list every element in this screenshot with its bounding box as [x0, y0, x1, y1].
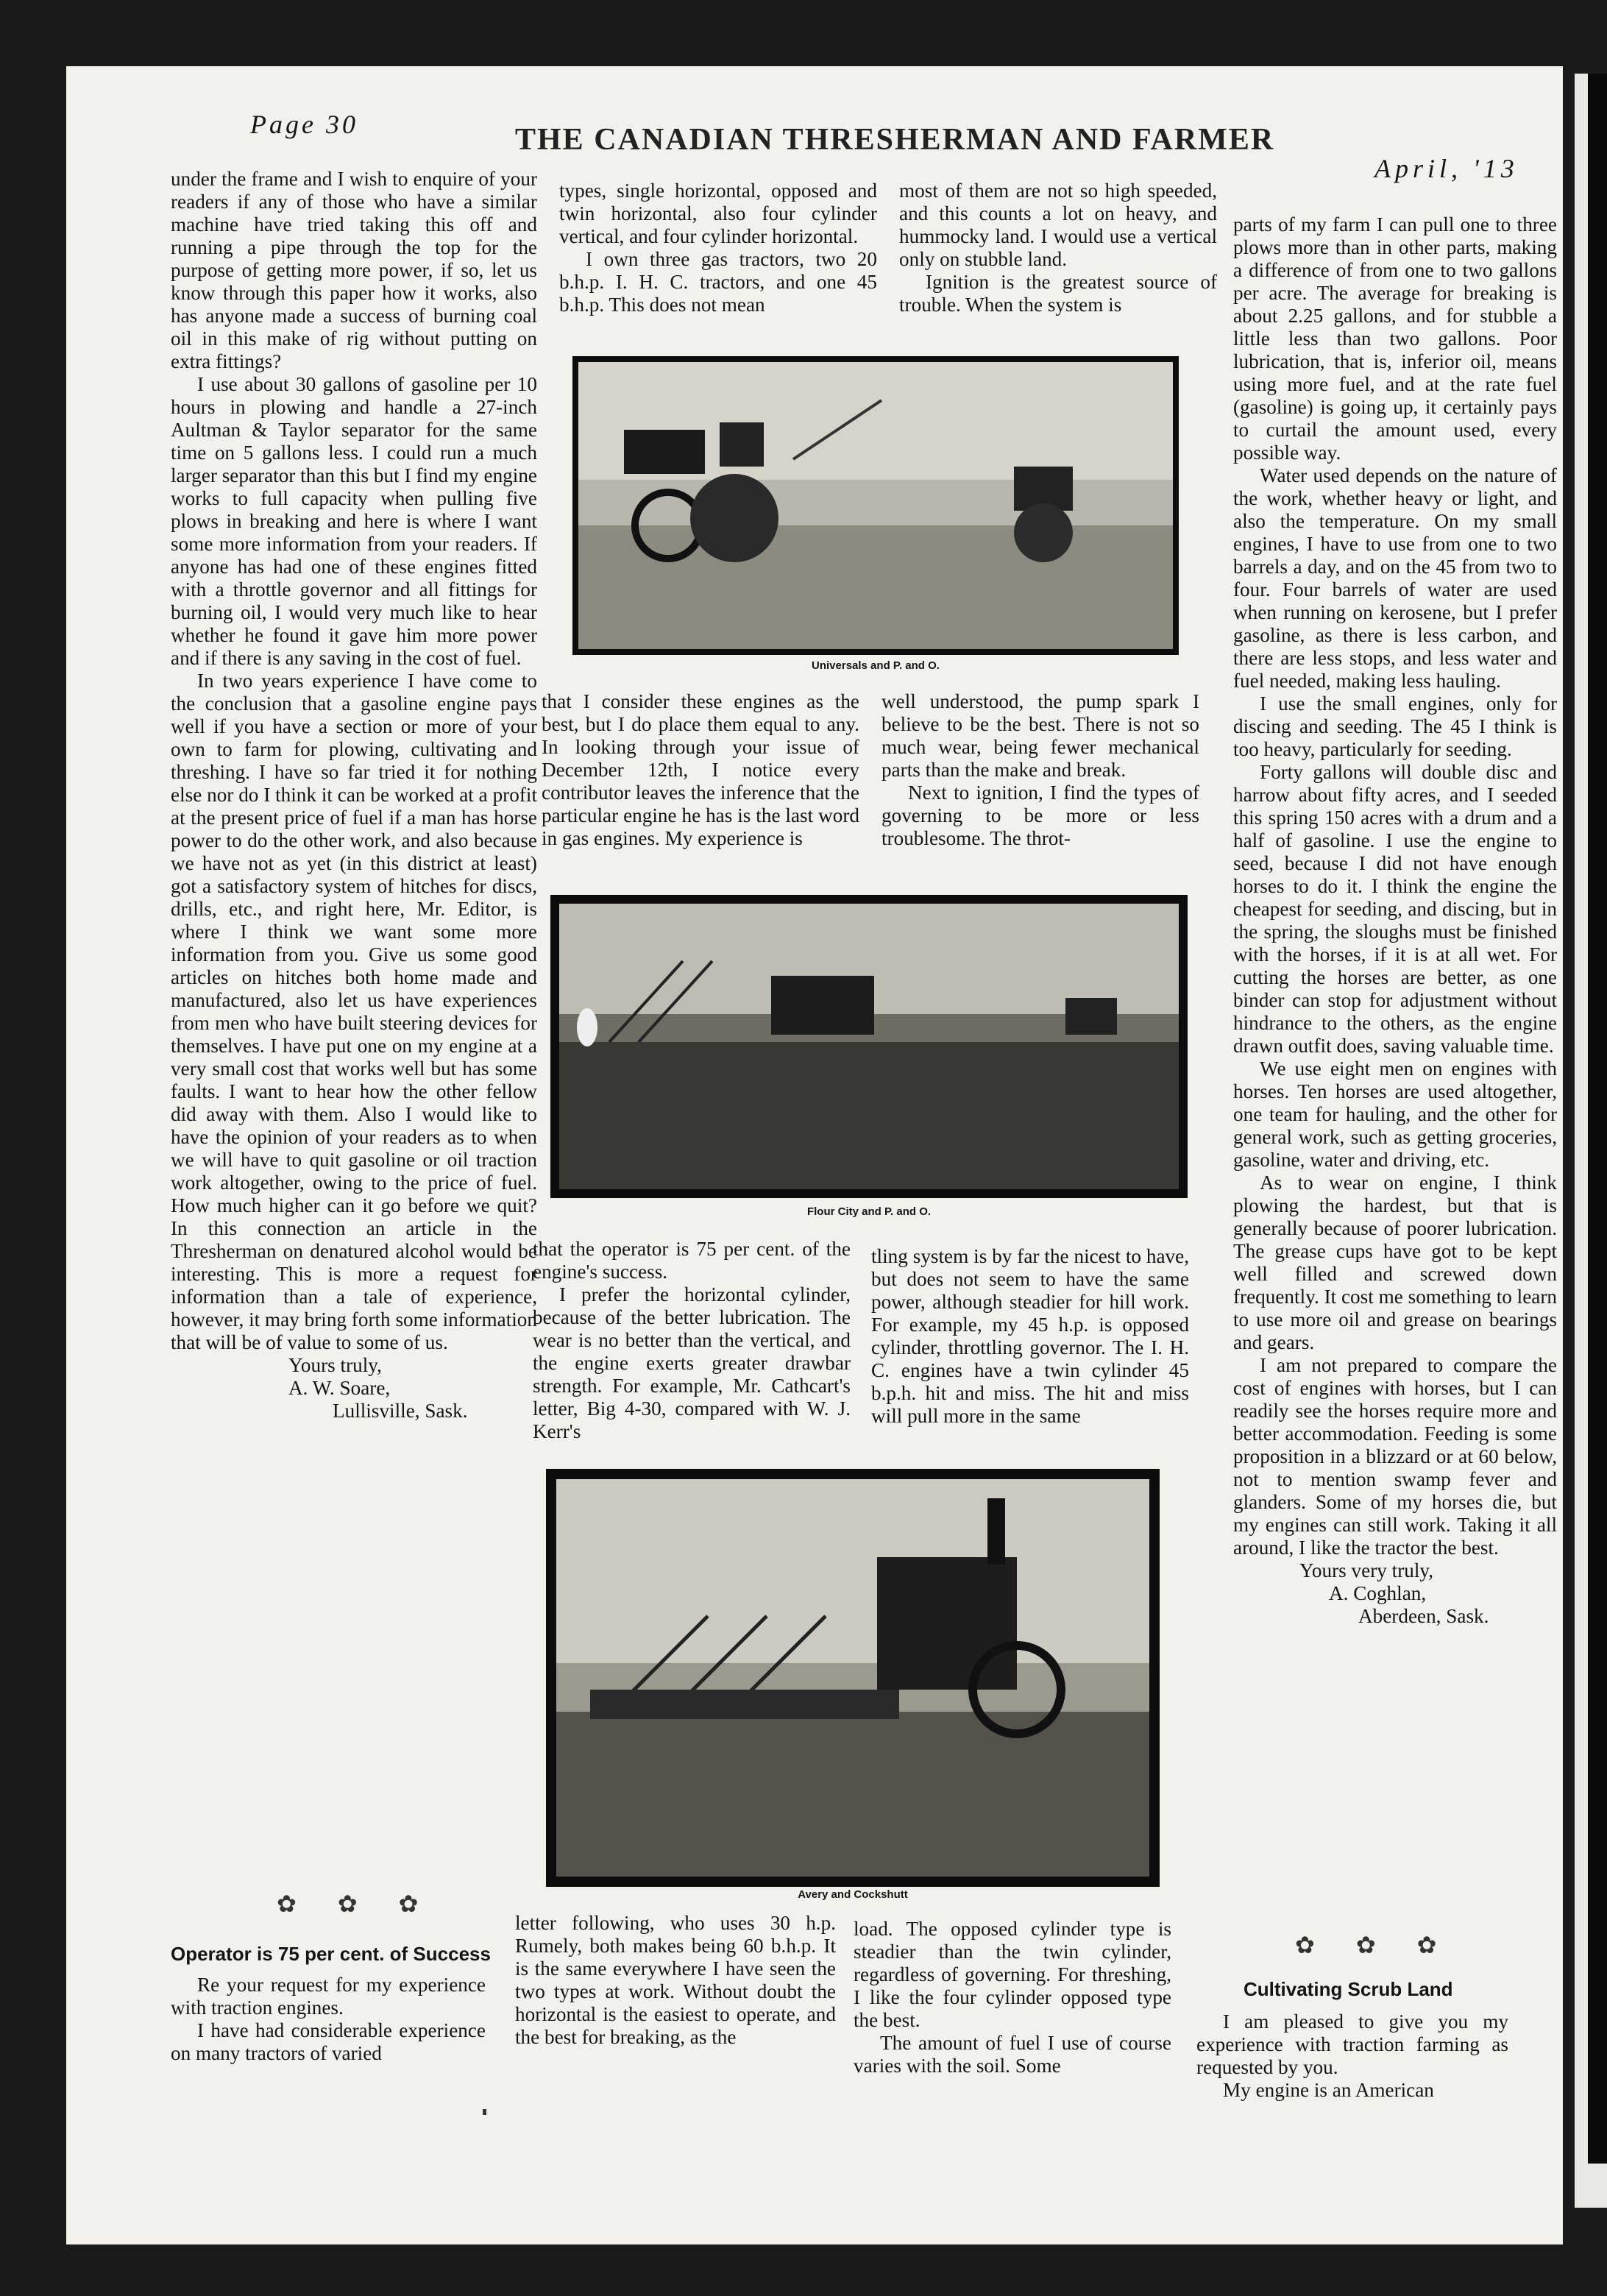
paragraph: I am not prepared to compare the cost of engines with horses, but I can readily see the horses require more and better accommodation. Feeding is some proposition in a blizzard or at 60 below, not to mention swamp fever and glanders. Some of my horses die, but my engines can still work. Taking it all around, I like the tractor the best.: [1233, 1354, 1557, 1559]
paragraph: Water used depends on the nature of the work, whether heavy or light, and also the temperature. On my small engines, I have to use from one to two barrels a day, and on the 45 from two to four. Four barrels of water are used when running on kerosene, but I prefer gasoline, as there is less carbon, and there are less stops, and less water and fuel needed, making less hauling.: [1233, 464, 1557, 692]
column-2-text-mid: [542, 690, 859, 850]
paragraph: Ignition is the greatest source of trouble. When the system is: [899, 271, 1217, 316]
photo-caption: Universals and P. and O.: [812, 659, 940, 672]
photo-flour-city-tractors: [550, 895, 1188, 1198]
column-2-text-bottom: [515, 1912, 836, 2049]
paragraph: We use eight men on engines with horses. Ten horses are used altogether, one team for hauling, and the other for general work, such as getting groceries, gasoline, water and driving, etc.: [1233, 1057, 1557, 1171]
paragraph: I use the small engines, only for discing and seeding. The 45 I think is too heavy, particularly for seeding.: [1233, 692, 1557, 760]
column-2-text-low: [533, 1238, 851, 1443]
paragraph: As to wear on engine, I think plowing the hardest, but that is generally because of poorer lubrication. The grease cups have got to be kept well filled and screwed down frequently. It cost me something to learn to use more oil and grease on bearings and gears.: [1233, 1172, 1557, 1353]
photo-caption: Flour City and P. and O.: [806, 1205, 932, 1218]
photo-universals-tractors: [572, 356, 1179, 655]
column-2-text: [559, 180, 877, 316]
article-heading: Cultivating Scrub Land: [1244, 1978, 1453, 2000]
column-3-text-low: [871, 1245, 1189, 1428]
section-ornament: ✿ ✿ ✿: [277, 1891, 436, 1917]
paragraph: most of them are not so high speeded, and this counts a lot on heavy, and hummocky land. I would use a vertical only on stubble land.: [899, 180, 1217, 270]
signature-name: A. W. Soare,: [288, 1377, 391, 1399]
paragraph: In two years experience I have come to the conclusion that a gasoline engine pays well if you have a section or more of your own to farm for plowing, cultivating and threshing. I have so far tried it for nothing else nor do I think it can be worked at a profit at the present price of fuel if a man has horse power to do the other work, and also because we have not as yet (in this district at least) got a satisfactory system of hitches for discs, drills, etc., and right here, Mr. Editor, is where I think we want some more information from you. Give us some good articles on hitches both home made and manufactured, also let us have experiences from men who have built steering devices for themselves. I have put one on my engine at a very small cost that works well but has some faults. I want to hear how the other fellow did away with them. Also I would like to have the opinion of your readers as to when we will have to quit gasoline or oil traction work altogether, owing to the price of fuel. How much higher can it go before we quit? In this connection an article in the Thresherman on denatured alcohol would be interesting. This is more a request for information than a tale of experience, however, it may bring forth some information that will be of value to some of us.: [171, 670, 537, 1353]
signature-place: Lullisville, Sask.: [333, 1400, 468, 1422]
photo-caption: Avery and Cockshutt: [798, 1888, 908, 1901]
column-3-text: [899, 180, 1217, 316]
paragraph: My engine is an American: [1223, 2079, 1434, 2101]
signature-name: A. Coghlan,: [1329, 1582, 1427, 1604]
photo-avery-cockshutt: [546, 1469, 1160, 1887]
paragraph: The amount of fuel I use of course varies with the soil. Some: [854, 2032, 1171, 2077]
article-heading: Operator is 75 per cent. of Success: [171, 1943, 491, 1965]
paragraph: tling system is by far the nicest to have, but does not seem to have the same power, although steadier for hill work. For example, my 45 h.p. is opposed cylinder, throttling governor. The I. H. C. engines have a twin cylinder 45 b.p.h. hit and miss. The hit and miss will pull more in the same: [871, 1245, 1189, 1427]
section-ornament: ✿ ✿ ✿: [1295, 1932, 1455, 1958]
paragraph: Forty gallons will double disc and harrow about fifty acres, and I seeded this spring 150 acres with a drum and a half of gasoline. I use the engine to seed, because I did not have enough horses to do it. I think the engine the cheapest for seeding, and discing, but in the spring, the sloughs must be finished with the horses, if it is at all wet. For cutting the horses are better, as one binder can stop for adjustment without hindrance to the others, as the engine drawn outfit does, saving valuable time.: [1233, 761, 1557, 1057]
paragraph: load. The opposed cylinder type is steadier than the twin cylinder, regardless of governing. For threshing, I like the four cylinder opposed type the best.: [854, 1918, 1171, 2031]
paragraph: I have had considerable experience on many tractors of varied: [171, 2019, 486, 2064]
column-3-text-mid: [881, 690, 1199, 850]
paragraph: letter following, who uses 30 h.p. Rumely, both makes being 60 b.h.p. It is the same everywhere I have seen the two types at work. Without doubt the horizontal is the easiest to operate, and the best for breaking, as the: [515, 1912, 836, 2048]
article-body: [171, 1974, 486, 2065]
paragraph: I use about 30 gallons of gasoline per 10 hours in plowing and handle a 27-inch Aultman & Taylor separator for the same time on 5 gallons less. I could run a much larger separator than this but I find my engine works to full capacity when pulling five plows in breaking and here is where I want some more information from your readers. If anyone has had one of these engines fitted with a throttle governor and all fittings for burning oil, I would very much like to hear whether he found it gave him more power and if there is any saving in the cost of fuel.: [171, 373, 537, 669]
column-3-text-bottom: [854, 1918, 1171, 2077]
binding-shadow: [1588, 74, 1607, 2164]
page-number: Page 30: [250, 110, 358, 139]
signature-closing: Yours truly,: [288, 1354, 382, 1376]
column-4-text: [1233, 213, 1557, 1628]
column-1-text: [171, 168, 537, 1422]
signature-closing: Yours very truly,: [1299, 1559, 1434, 1581]
masthead-title: THE CANADIAN THRESHERMAN AND FARMER: [515, 123, 1275, 157]
paragraph: types, single horizontal, opposed and twin horizontal, also four cylinder vertical, and four cylinder horizontal.: [559, 180, 877, 247]
paragraph: I prefer the horizontal cylinder, because of the better lubrication. The wear is no better than the vertical, and the engine exerts greater drawbar strength. For example, Mr. Cathcart's letter, Big 4-30, compared with W. J. Kerr's: [533, 1283, 851, 1442]
paragraph: that the operator is 75 per cent. of the engine's success.: [533, 1238, 851, 1283]
paragraph: well understood, the pump spark I believe to be the best. There is not so much wear, being fewer mechanical parts than the make and break.: [881, 690, 1199, 781]
paragraph: Next to ignition, I find the types of governing to be more or less troublesome. The throt-: [881, 782, 1199, 849]
paragraph: under the frame and I wish to enquire of your readers if any of those who have a similar machine have tried taking this off and running a pipe through the top for the purpose of getting more power, if so, let us know through this paper how it works, also has anyone made a success of burning coal oil in this make of rig without putting on extra fittings?: [171, 168, 537, 372]
article-body: [1196, 2010, 1508, 2102]
paragraph: I own three gas tractors, two 20 b.h.p. I. H. C. tractors, and one 45 b.h.p. This does not mean: [559, 248, 877, 316]
stray-mark: [483, 2109, 486, 2115]
paragraph: that I consider these engines as the best, but I do place them equal to any. In looking through your issue of December 12th, I notice every contributor leaves the inference that the particular engine he has is the last word in gas engines. My experience is: [542, 690, 859, 849]
paragraph: I am pleased to give you my experience with traction farming as requested by you.: [1196, 2010, 1508, 2078]
paragraph: parts of my farm I can pull one to three plows more than in other parts, making a difference of from one to two gallons per acre. The average for breaking is about 2.25 gallons, and for stubble a little less than two gallons. Poor lubrication, that is, inferior oil, means using more fuel, and at the rate fuel (gasoline) is going up, it certainly pays to curtail the amount used, every possible way.: [1233, 213, 1557, 464]
issue-date: April, '13: [1374, 154, 1519, 183]
paragraph: Re your request for my experience with traction engines.: [171, 1974, 486, 2019]
signature-place: Aberdeen, Sask.: [1358, 1605, 1489, 1627]
